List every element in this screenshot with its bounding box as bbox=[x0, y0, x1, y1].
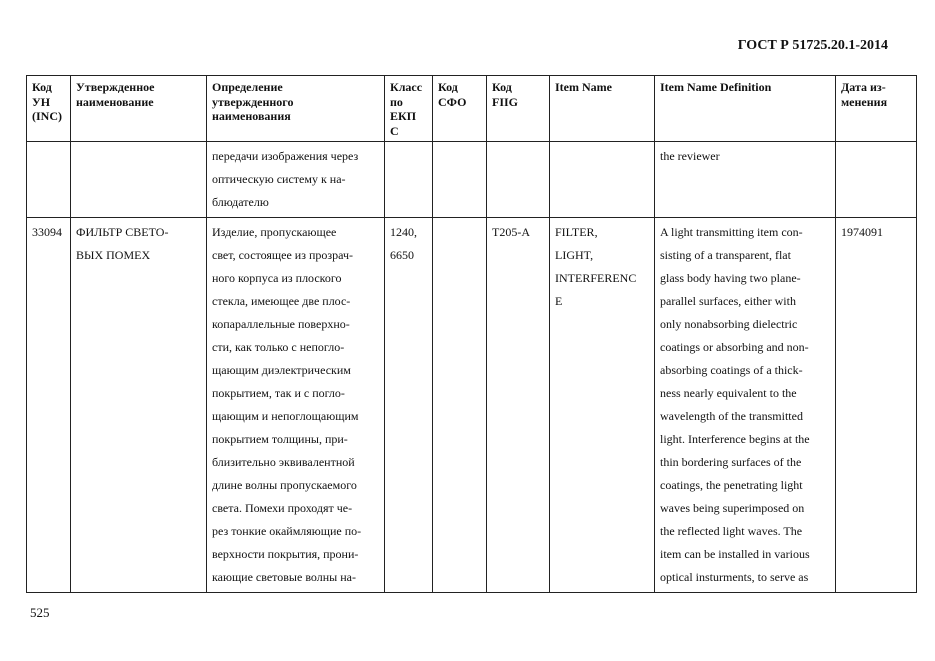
cell-date: 1974091 bbox=[836, 218, 917, 593]
catalog-table bbox=[26, 75, 917, 593]
cell-item-definition: A light transmitting item con- sisting of a transparent, flat glass body having two plane- parallel surfaces, either with only nonabsorbing dielectric coatings or absorbing and non- absorbing coatings of a thick- ness nearly equivalent to the wavelength of the transmitted light. Interference begins at the thin bordering surfaces of the coatings, the penetrating light waves being superimposed on the reflected light waves. The item can be installed in various optical insturments, to serve as bbox=[655, 218, 836, 593]
cell-item-definition: the reviewer bbox=[655, 142, 836, 218]
table-header-row bbox=[27, 76, 917, 142]
cell-approved-name: ФИЛЬТР СВЕТО- ВЫХ ПОМЕХ bbox=[71, 218, 207, 593]
cell-sfo bbox=[433, 142, 487, 218]
cell-class: 1240, 6650 bbox=[385, 218, 433, 593]
cell-date bbox=[836, 142, 917, 218]
table-row-33094 bbox=[27, 218, 917, 593]
table-row-continuation bbox=[27, 142, 917, 218]
header-change-date: Дата из- менения bbox=[836, 76, 917, 142]
header-definition: Определение утвержденного наименования bbox=[207, 76, 385, 142]
header-item-name-definition: Item Name Definition bbox=[655, 76, 836, 142]
cell-item-name bbox=[550, 142, 655, 218]
header-fiig: Код FIIG bbox=[487, 76, 550, 142]
cell-inc bbox=[27, 142, 71, 218]
cell-definition-ru: передачи изображения через оптическую систему к на- блюдателю bbox=[207, 142, 385, 218]
header-item-name: Item Name bbox=[550, 76, 655, 142]
cell-item-name: FILTER, LIGHT, INTERFERENC E bbox=[550, 218, 655, 593]
cell-inc: 33094 bbox=[27, 218, 71, 593]
cell-class bbox=[385, 142, 433, 218]
cell-fiig bbox=[487, 142, 550, 218]
header-class: Класс по ЕКП С bbox=[385, 76, 433, 142]
cell-fiig: T205-A bbox=[487, 218, 550, 593]
cell-sfo bbox=[433, 218, 487, 593]
header-sfo: Код СФО bbox=[433, 76, 487, 142]
cell-definition-ru: Изделие, пропускающее свет, состоящее из прозрач- ного корпуса из плоского стекла, имеющее две плос- копараллельные поверхно- сти, как только с непогло- щающим диэлектрическим покрытием, так и с погло- щающим и непоглощающим покрытием толщины, при- близительно эквивалентной длине волны пропускаемого света. Помехи проходят че- рез тонкие окаймляющие по- верхности покрытия, прони- кающие световые волны на- bbox=[207, 218, 385, 593]
page-number: 525 bbox=[30, 605, 50, 620]
document-code: ГОСТ Р 51725.20.1-2014 bbox=[737, 38, 888, 53]
header-inc: Код УН (INC) bbox=[27, 76, 71, 142]
header-approved-name: Утвержденное наименование bbox=[71, 76, 207, 142]
cell-approved-name bbox=[71, 142, 207, 218]
